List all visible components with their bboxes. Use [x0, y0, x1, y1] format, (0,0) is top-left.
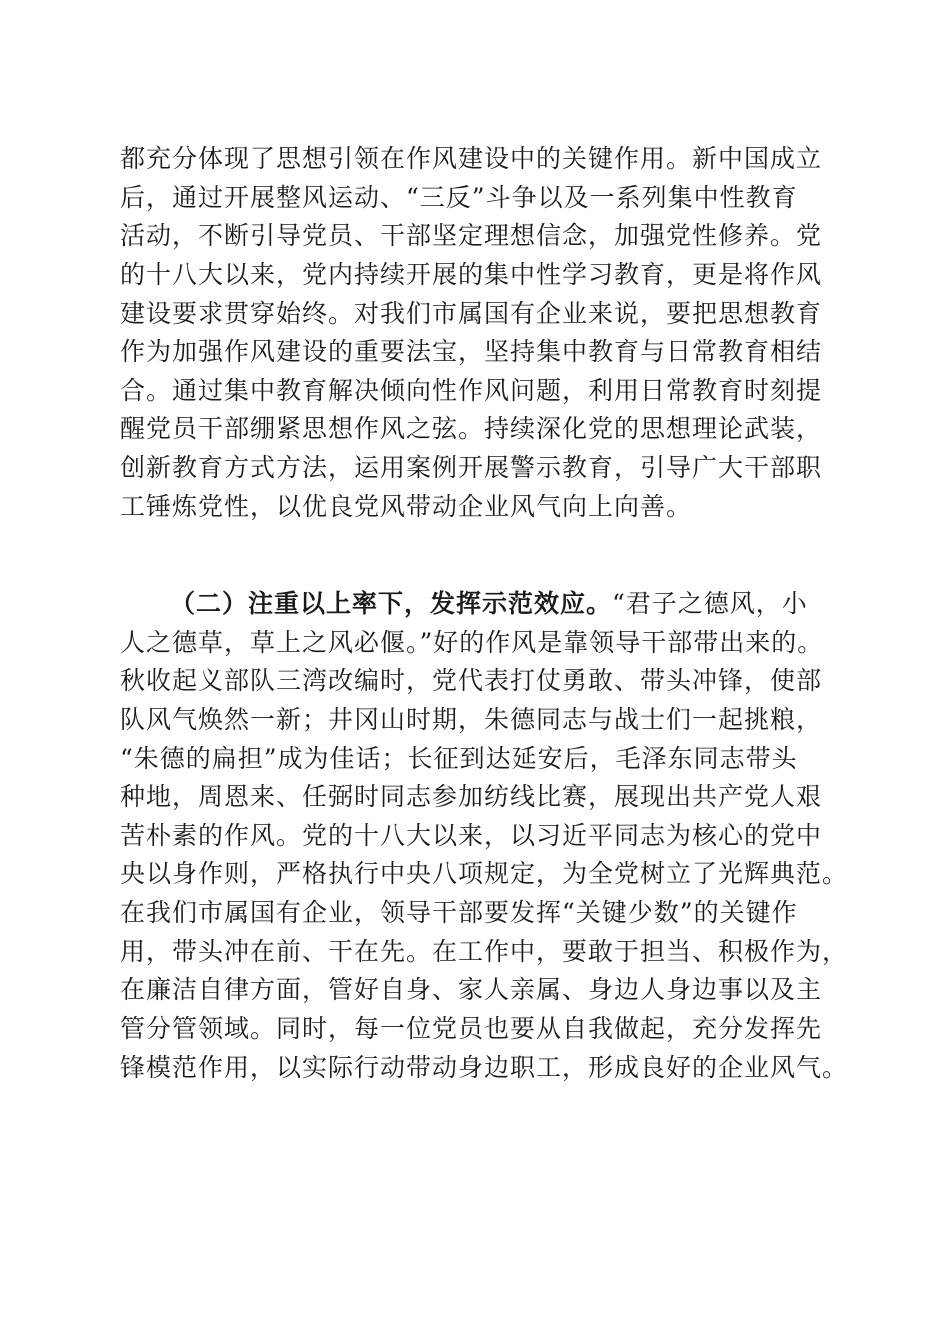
heading-line-rest: “君子之德风，小 — [612, 589, 808, 618]
text-line: 用，带头冲在前、干在先。在工作中，要敢于担当、积极作为， — [120, 936, 849, 966]
text-line: 醒党员干部绷紧思想作风之弦。持续深化党的思想理论武装， — [120, 414, 823, 444]
text-line: 种地，周恩来、任弼时同志参加纺线比赛，展现出共产党人艰 — [120, 782, 823, 812]
text-line: 队风气焕然一新；井冈山时期，朱德同志与战士们一起挑粮， — [120, 704, 823, 734]
text-line: “朱德的扁担”成为佳话；长征到达延安后，毛泽东同志带头 — [120, 743, 798, 773]
text-line: 锋模范作用，以实际行动带动身边职工，形成良好的企业风气。 — [120, 1052, 849, 1082]
text-line: 秋收起义部队三湾改编时，党代表打仗勇敢、带头冲锋，使部 — [120, 666, 823, 696]
text-line: 创新教育方式方法，运用案例开展警示教育，引导广大干部职 — [120, 453, 823, 483]
section-heading: （二）注重以上率下，发挥示范效应。 — [170, 589, 613, 618]
text-line: 都充分体现了思想引领在作风建设中的关键作用。新中国成立 — [120, 144, 823, 173]
text-line: 活动，不断引导党员、干部坚定理想信念，加强党性修养。党 — [120, 221, 823, 251]
text-line: 后，通过开展整风运动、“三反”斗争以及一系列集中性教育 — [120, 182, 798, 212]
text-line: 建设要求贯穿始终。对我们市属国有企业来说，要把思想教育 — [120, 298, 823, 328]
text-line: 工锤炼党性，以优良党风带动企业风气向上向善。 — [120, 491, 693, 521]
text-line: 作为加强作风建设的重要法宝，坚持集中教育与日常教育相结 — [120, 337, 823, 367]
paragraph-first-line — [120, 585, 840, 624]
text-line: 管分管领域。同时，每一位党员也要从自我做起，充分发挥先 — [120, 1014, 823, 1044]
text-line: 合。通过集中教育解决倾向性作风问题，利用日常教育时刻提 — [120, 375, 823, 405]
text-line: 人之德草，草上之风必偃。”好的作风是靠领导干部带出来的。 — [120, 627, 824, 657]
text-line: 在廉洁自律方面，管好自身、家人亲属、身边人身边事以及主 — [120, 975, 823, 1005]
text-line: 的十八大以来，党内持续开展的集中性学习教育，更是将作风 — [120, 259, 823, 289]
paragraph-lead-by-example — [120, 585, 849, 1087]
paragraph-thought-guidance — [120, 140, 840, 526]
text-line: 在我们市属国有企业，领导干部要发挥“关键少数”的关键作 — [120, 898, 798, 928]
text-line: 苦朴素的作风。党的十八大以来，以习近平同志为核心的党中 — [120, 820, 823, 850]
text-line: 央以身作则，严格执行中央八项规定，为全党树立了光辉典范。 — [120, 859, 849, 889]
